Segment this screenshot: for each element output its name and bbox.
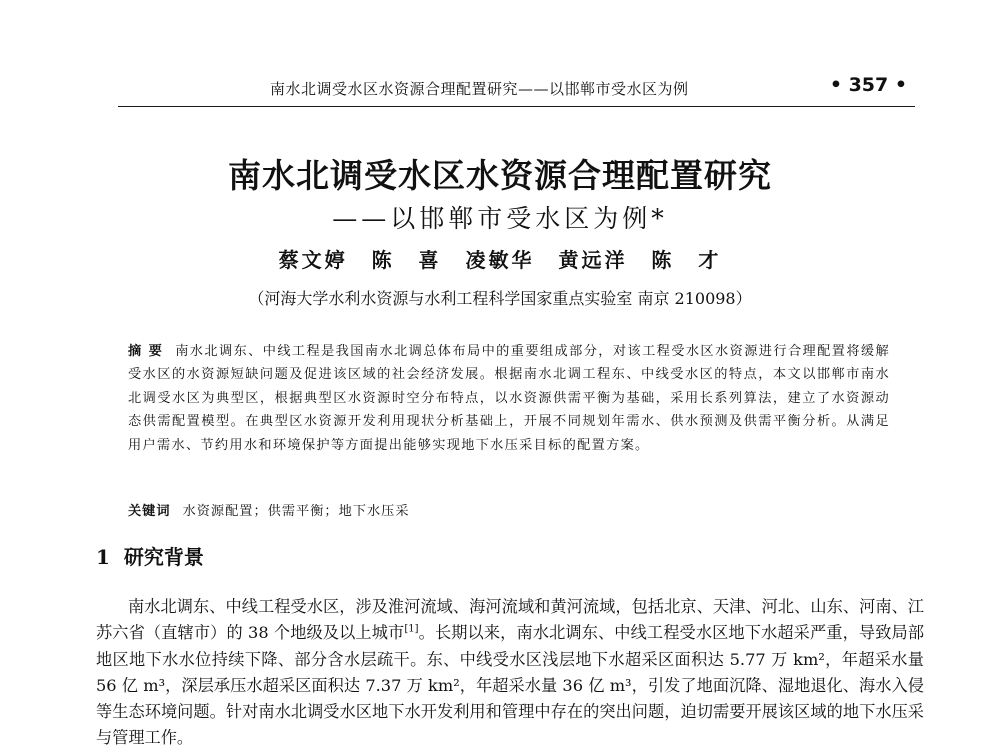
keywords-text: 水资源配置；供需平衡；地下水压采 <box>182 504 410 519</box>
running-header <box>118 70 915 107</box>
page-number: • 357 • <box>829 74 907 96</box>
running-title: 南水北调受水区水资源合理配置研究——以邯郸市受水区为例 <box>270 80 689 98</box>
keywords <box>128 500 890 519</box>
paragraph-part1: 南水北调东、中线工程受水区，涉及淮河流域、海河流域和黄河流域，包括北京、天津、河北、山东、河南、江苏六省（直辖市）的 38 个地级及以上城市 <box>96 597 924 643</box>
keywords-label: 关键词 <box>128 504 171 519</box>
affiliation: （河海大学水利水资源与水利工程科学国家重点实验室 南京 210098） <box>248 289 752 308</box>
citation: [1] <box>404 624 419 635</box>
body-paragraph <box>96 594 924 751</box>
section-heading <box>96 541 204 570</box>
section-title: 研究背景 <box>123 545 204 569</box>
abstract-label: 摘 要 <box>128 344 164 359</box>
paper-subtitle: ——以邯郸市受水区为例* <box>332 204 668 233</box>
abstract <box>128 340 890 457</box>
section-number: 1 <box>96 545 110 569</box>
author-list: 蔡文婷 陈 喜 凌敏华 黄远洋 陈 才 <box>278 248 722 272</box>
paper-title: 南水北调受水区水资源合理配置研究 <box>228 156 772 195</box>
paragraph-part2: 。长期以来，南水北调东、中线工程受水区地下水超采严重，导致局部地区地下水水位持续下降、部分含水层疏干。东、中线受水区浅层地下水超采区面积达 5.77 万 km²，年超采水量 56 亿 m³，深层承压水超采区面积达 7.37 万 km²，年超采水量 36 亿 m³，引发了地面沉降、湿地退化、海水入侵等生态环境问题。针对南水北调受水区地下水开发利用和管理中存在的突出问题，迫切需要开展该区域的地下水压采与管理工作。 <box>96 623 925 748</box>
abstract-text: 南水北调东、中线工程是我国南水北调总体布局中的重要组成部分，对该工程受水区水资源进行合理配置将缓解受水区的水资源短缺问题及促进该区域的社会经济发展。根据南水北调工程东、中线受水区的特点，本文以邯郸市南水北调受水区为典型区，根据典型区水资源时空分布特点，以水资源供需平衡为基础，采用长系列算法，建立了水资源动态供需配置模型。在典型区水资源开发利用现状分析基础上，开展不同规划年需水、供水预测及供需平衡分析。从满足用户需水、节约用水和环境保护等方面提出能够实现地下水压采目标的配置方案。 <box>128 344 890 453</box>
